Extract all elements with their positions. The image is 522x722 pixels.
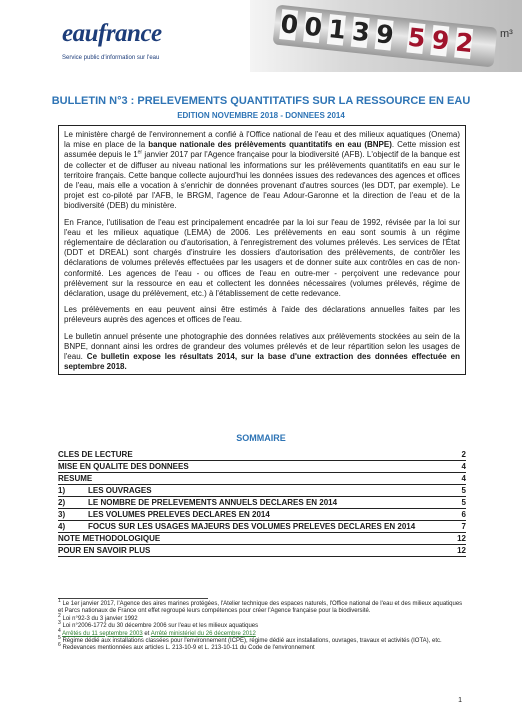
footnote-number: 1 [58, 598, 61, 604]
results-highlight: Ce bulletin expose les résultats 2014, sur la base d'une extraction des données effectuée en septembre 2018. [64, 352, 460, 372]
eaufrance-logo: eaufrance [62, 20, 162, 47]
footnote-text: Loi n°92-3 du 3 janvier 1992 [62, 615, 138, 622]
footnote-number: 3 [58, 620, 61, 627]
toc-page: 7 [461, 522, 466, 531]
superscript: er [137, 149, 143, 156]
toc-entry[interactable] [58, 485, 466, 497]
intro-text: . Cette mission est assumée depuis le 1 [64, 140, 460, 160]
intro-paragraph [64, 130, 460, 212]
toc-label[interactable]: RESUME [58, 474, 93, 483]
footnote-number: 6 [58, 642, 61, 649]
toc-page: 5 [461, 498, 466, 507]
toc-label[interactable]: CLES DE LECTURE [58, 450, 133, 459]
footnotes [58, 598, 468, 653]
footnote-number: 5 [58, 635, 61, 642]
meter-digit: 0 [279, 9, 300, 40]
toc-page: 4 [461, 474, 466, 483]
bulletin-edition: EDITION NOVEMBRE 2018 - DONNEES 2014 [177, 111, 345, 120]
footnote [58, 620, 468, 630]
bulletin-title: BULLETIN N°3 : PRELEVEMENTS QUANTITATIFS SUR LA RESSOURCE EN EAU [51, 95, 471, 107]
toc-label[interactable]: POUR EN SAVOIR PLUS [58, 546, 151, 555]
toc-page: 2 [461, 450, 466, 459]
meter-digit: 9 [430, 25, 451, 56]
toc-entry[interactable] [58, 473, 466, 485]
toc-entry[interactable] [58, 497, 466, 509]
logo-tagline: Service public d'information sur l'eau [62, 55, 160, 61]
intro-text: Le bulletin annuel présente une photographie des données relatives aux prélèvements stockées au sein de la BNPE, donnant ainsi les ordres de grandeur des volumes prélevés et de leur répartition selon les usages de l'eau. [64, 331, 460, 362]
toc-number: 2) [58, 498, 66, 507]
toc-page: 6 [461, 510, 466, 519]
toc-label[interactable]: MISE EN QUALITE DES DONNEES [58, 462, 189, 471]
meter-digit: 9 [374, 19, 396, 50]
footnote-number: 4 [58, 627, 61, 634]
meter-digit: 1 [326, 14, 348, 45]
footnote-number: 2 [58, 612, 61, 619]
table-of-contents [58, 449, 466, 557]
toc-entry[interactable] [58, 521, 466, 533]
toc-label[interactable]: LE NOMBRE DE PRELEVEMENTS ANNUELS DECLARES EN 2014 [88, 498, 338, 507]
meter-counter [273, 5, 498, 68]
toc-number: 1) [58, 486, 66, 495]
footnote-text: Régime dédié aux installations classées pour l'environnement (ICPE), régime dédié aux installations, ouvrages, travaux et activités (IOTA), etc. [62, 638, 442, 645]
toc-page: 4 [461, 462, 466, 471]
toc-label[interactable]: FOCUS SUR LES USAGES MAJEURS DES VOLUMES PRELEVES DECLARES EN 2014 [88, 522, 416, 531]
footnote-text: Redevances mentionnées aux articles L. 213-10-9 et L. 213-10-11 du Code de l'environnement [62, 645, 315, 652]
toc-label[interactable]: LES VOLUMES PRELEVES DECLARES EN 2014 [88, 510, 270, 519]
intro-text: ). L'objectif de la banque est de collecter et de diffuser au niveau national les informations sur les prélèvements quantitatifs en eau sur le territoire français. Cette banque collecte aujourd'hui les données issues des redevances des agences et offices de l'eau, mais elle a vocation à s'enrichir de données provenant d'autres sources (les DDT, par exemple). Le projet est co-piloté par l'AFB, le BRGM, l'agence de l'eau Adour-Garonne et la direction de l'eau et de la biodiversité (DEB) du ministère. [64, 150, 460, 211]
footnote [58, 598, 468, 616]
intro-paragraph [64, 332, 460, 373]
toc-entry[interactable] [58, 533, 466, 545]
toc-page: 12 [457, 546, 466, 555]
footnote [58, 642, 468, 652]
meter-digit: 5 [406, 22, 427, 54]
intro-paragraph: Les prélèvements en eau peuvent ainsi être estimés à l'aide des déclarations annuelles faites par les préleveurs auprès des agences et offices de l'eau. [64, 305, 460, 325]
toc-label[interactable]: NOTE METHODOLOGIQUE [58, 534, 161, 543]
toc-entry[interactable] [58, 545, 466, 557]
water-meter-image [250, 0, 522, 72]
meter-unit: m³ [500, 28, 513, 40]
footnote-text: Loi n°2006-1772 du 30 décembre 2006 sur l'eau et les milieux aquatiques [62, 623, 259, 630]
toc-page: 12 [457, 534, 466, 543]
footnote-link[interactable]: Arrêtés du 11 septembre 2003 [62, 630, 143, 637]
footnote-text: Le 1er janvier 2017, l'Agence des aires marines protégées, l'Atelier technique des espaces naturels, l'Office national de l'eau et des milieux aquatiques et Parcs nationaux de France ont effet regroupé leurs compétences pour créer l'Agence française pour la biodiversité. [58, 601, 463, 615]
bnpe-highlight: banque nationale des prélèvements quantitatifs en eau (BNPE) [148, 140, 392, 150]
toc-entry[interactable] [58, 461, 466, 473]
intro-text: Le ministère chargé de l'environnement a confié à l'Office national de l'eau et des milieux aquatiques (Onema) la mise en place de la [64, 130, 460, 150]
toc-entry[interactable] [58, 509, 466, 521]
meter-digit: 3 [350, 16, 372, 48]
footnote-text: et [142, 630, 151, 637]
footnote-divider [58, 598, 208, 599]
toc-entry[interactable] [58, 449, 466, 461]
footnote [58, 627, 468, 638]
meter-digit: 2 [454, 27, 475, 59]
sommaire-title: SOMMAIRE [236, 433, 286, 443]
toc-number: 4) [58, 522, 66, 531]
toc-page: 5 [461, 486, 466, 495]
intro-paragraph: En France, l'utilisation de l'eau est principalement encadrée par la loi sur l'eau de 1992, révisée par la loi sur l'eau et les milieux aquatique (LEMA) de 2006. Les prélèvements en eau sont soumis à un régime réglementaire de déclaration ou d'autorisation, à l'enregistrement des volumes prélevés. Les services de l'État (DDT et DREAL) sont chargés d'instruire les dossiers d'autorisation des prélèvements, de contrôler les déclarations de volumes prélevés effectuées par les usagers et de donner suite aux contrôles en cas de non-conformité. Les agences de l'eau - ou offices de l'eau en outre-mer - perçoivent une redevance pour prélèvement sur la ressource en eau et collectent les données nécessaires (volumes prélevés, régime de déclaration, usage du prélèvement, etc.) à l'établissement de cette redevance. [64, 217, 460, 299]
footnote-link[interactable]: Arrêté ministériel du 26 décembre 2012 [150, 630, 256, 637]
toc-number: 3) [58, 510, 66, 519]
intro-box [58, 125, 466, 375]
page-number: 1 [458, 697, 462, 704]
intro-text: janvier 2017 par l'Agence française pour la biodiversité (AFB [142, 150, 360, 160]
toc-label[interactable]: LES OUVRAGES [88, 486, 152, 495]
meter-digit: 0 [303, 11, 324, 43]
